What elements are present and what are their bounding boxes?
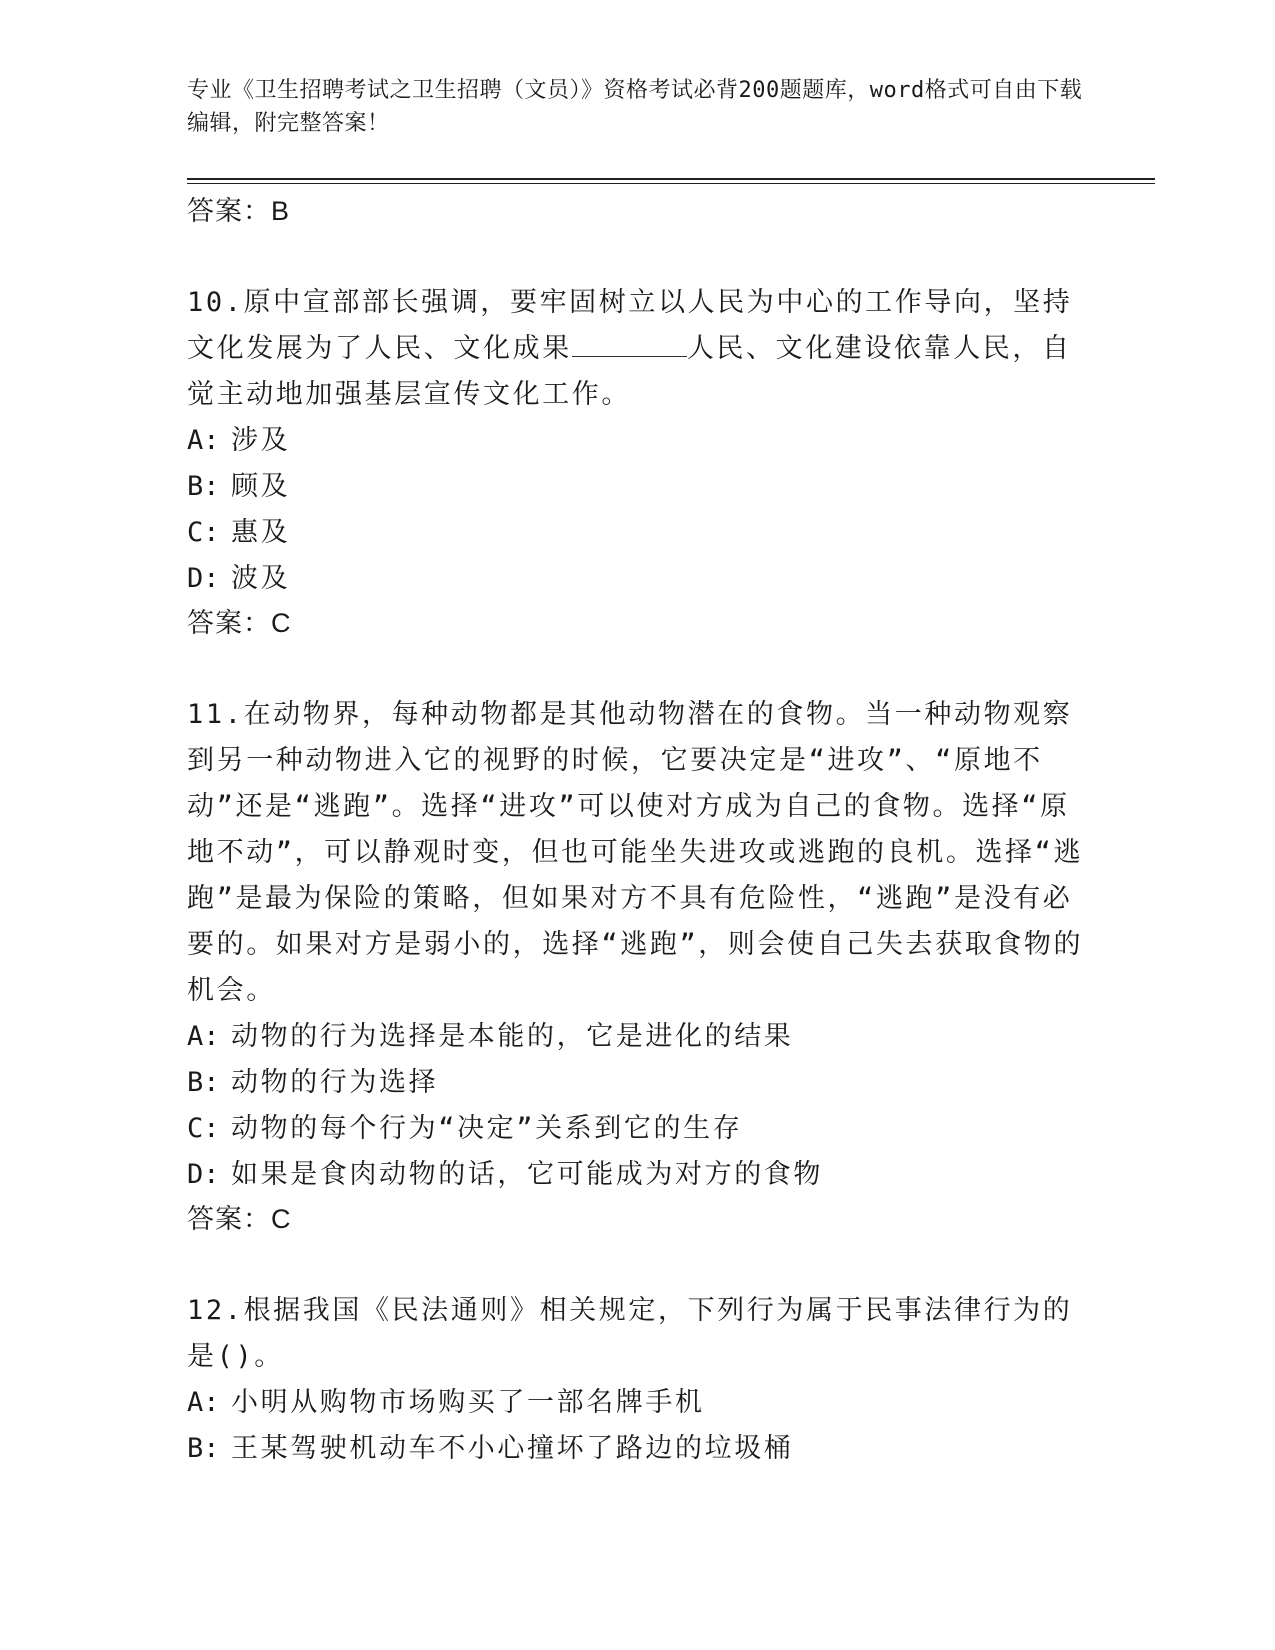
spacer [187, 644, 1087, 692]
question-stem: 根据我国《民法通则》相关规定，下列行为属于民事法律行为的是()。 [187, 1295, 1073, 1372]
option-b [187, 1426, 1087, 1472]
header-rule-thin [187, 183, 1155, 184]
option-text: 涉及 [231, 425, 291, 456]
option-letter: D: [187, 563, 220, 594]
question-stem-part2: 人民、文化建设依靠人民，自觉主动地加强基层宣传文化工作。 [187, 333, 1072, 410]
option-letter: C: [187, 1113, 220, 1144]
option-b [187, 464, 1087, 510]
option-c [187, 510, 1087, 556]
option-letter: D: [187, 1159, 220, 1190]
option-c [187, 1106, 1087, 1152]
option-letter: B: [187, 1067, 220, 1098]
answer-q10: 答案：C [187, 608, 292, 638]
question-12 [187, 1288, 1087, 1472]
answer-q11: 答案：C [187, 1204, 292, 1234]
question-text [187, 692, 1087, 1014]
question-11 [187, 692, 1087, 1240]
option-a [187, 1014, 1087, 1060]
option-d [187, 556, 1087, 602]
page-header [187, 74, 1087, 140]
question-stem: 在动物界，每种动物都是其他动物潜在的食物。当一种动物观察到另一种动物进入它的视野的时候，它要决定是“进攻”、“原地不动”还是“逃跑”。选择“进攻”可以使对方成为自己的食物。选择“原地不动”，可以静观时变，但也可能坐失进攻或逃跑的良机。选择“逃跑”是最为保险的策略，但如果对方不具有危险性，“逃跑”是没有必要的。如果对方是弱小的，选择“逃跑”，则会使自己失去获取食物的机会。 [187, 699, 1084, 1006]
question-stem-part1: 原中宣部部长强调，要牢固树立以人民为中心的工作导向，坚持文化发展为了人民、文化成果 [187, 287, 1073, 364]
spacer [187, 232, 1087, 280]
option-text: 动物的行为选择 [231, 1067, 439, 1098]
option-text: 王某驾驶机动车不小心撞坏了路边的垃圾桶 [231, 1433, 794, 1464]
option-letter: A: [187, 425, 220, 456]
option-text: 动物的每个行为“决定”关系到它的生存 [231, 1113, 743, 1144]
option-d [187, 1152, 1087, 1198]
question-text [187, 280, 1087, 418]
option-b [187, 1060, 1087, 1106]
option-text: 动物的行为选择是本能的，它是进化的结果 [231, 1021, 794, 1052]
question-10 [187, 280, 1087, 644]
option-letter: C: [187, 517, 220, 548]
option-text: 小明从购物市场购买了一部名牌手机 [231, 1387, 705, 1418]
spacer [187, 1240, 1087, 1288]
option-text: 惠及 [231, 517, 291, 548]
option-text: 如果是食肉动物的话，它可能成为对方的食物 [231, 1159, 823, 1190]
option-letter: A: [187, 1021, 220, 1052]
header-rule-thick [187, 178, 1155, 180]
option-a [187, 1380, 1087, 1426]
option-letter: B: [187, 1433, 220, 1464]
option-a [187, 418, 1087, 464]
question-number: 10. [187, 287, 244, 318]
header-text: 专业《卫生招聘考试之卫生招聘（文员）》资格考试必背200题题库，word格式可自由下载编辑，附完整答案！ [187, 78, 1083, 136]
option-text: 顾及 [231, 471, 291, 502]
option-letter: A: [187, 1387, 220, 1418]
option-text: 波及 [231, 563, 291, 594]
answer-q9: 答案：B [187, 196, 291, 226]
document-body [187, 190, 1087, 1472]
option-letter: B: [187, 471, 220, 502]
question-number: 12. [187, 1295, 244, 1326]
fill-blank [572, 336, 687, 357]
question-number: 11. [187, 699, 244, 730]
question-text [187, 1288, 1087, 1380]
